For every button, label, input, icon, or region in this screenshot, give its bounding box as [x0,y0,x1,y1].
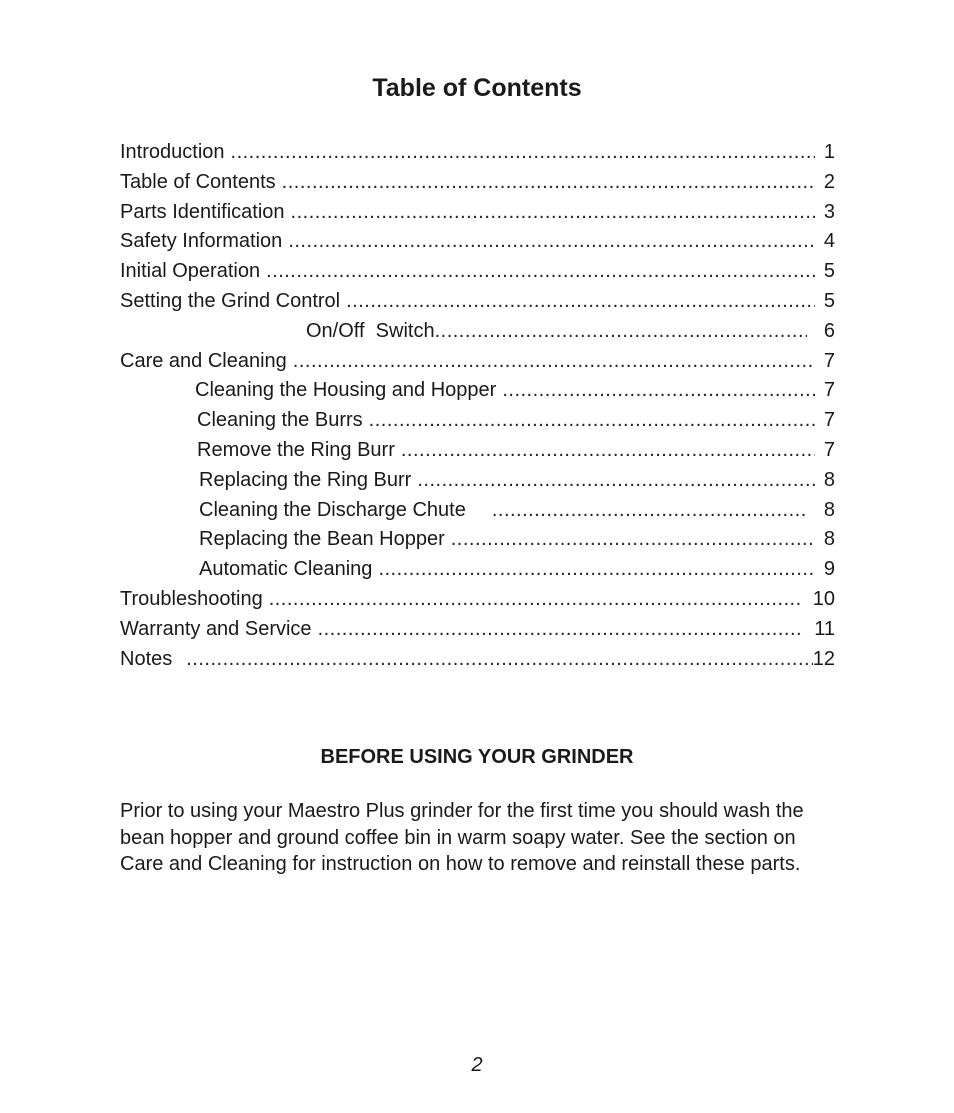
toc-entry-label: Initial Operation [120,260,261,283]
toc-entry-label: Replacing the Ring Burr [199,468,412,491]
toc-entry-label: Parts Identification [120,200,285,223]
toc-entry-page: 6 [823,319,835,342]
toc-entry-initial-operation[interactable] [120,257,835,287]
toc-leader-dots [318,615,805,645]
toc-entry-page: 1 [823,141,835,163]
toc-leader-dots [288,227,815,257]
toc-entry-label: Cleaning the Discharge Chute [199,498,466,521]
toc-entry-label: Replacing the Bean Hopper [199,528,445,551]
toc-entry-page: 10 [812,587,835,610]
toc-entry-replacing-ring-burr[interactable] [120,466,835,496]
toc-entry-page: 7 [823,438,835,461]
toc-entry-page: 8 [823,498,835,521]
toc-entry-label: Table of Contents [120,170,276,193]
toc-entry-label: Care and Cleaning [120,349,287,372]
toc-entry-label: Cleaning the Housing and Hopper [195,379,497,402]
toc-leader-dots [186,645,813,675]
toc-entry-label: Setting the Grind Control [120,289,341,312]
toc-leader-dots [417,466,815,496]
toc-leader-dots [291,198,815,228]
toc-entry-label: Cleaning the Burrs [197,409,363,432]
toc-entry-label: Safety Information [120,230,283,253]
toc-entry-cleaning-housing-hopper[interactable] [120,376,835,406]
toc-entry-warranty-service[interactable] [120,615,835,645]
toc-entry-page: 5 [823,289,835,312]
toc-leader-dots [401,436,815,466]
toc-entry-introduction[interactable] [120,138,835,168]
toc-entry-cleaning-burrs[interactable] [120,406,835,436]
toc-entry-label: Warranty and Service [120,617,312,640]
page-title: Table of Contents [372,74,582,102]
toc-entry-safety-information[interactable] [120,227,835,257]
toc-entry-page: 12 [812,647,835,670]
toc-entry-label: Remove the Ring Burr [197,438,395,461]
section-heading: BEFORE USING YOUR GRINDER [320,746,634,768]
toc-entry-notes[interactable] [120,645,835,675]
toc-entry-page: 3 [823,200,835,223]
toc-entry-care-and-cleaning[interactable] [120,347,835,377]
toc-entry-label: On/Off Switch [306,319,435,342]
toc-entry-page: 7 [823,379,835,402]
toc-leader-dots [269,585,803,615]
toc-leader-dots [293,347,815,377]
toc-entry-troubleshooting[interactable] [120,585,835,615]
toc-leader-dots [369,406,815,436]
toc-leader-dots [266,257,815,287]
toc-leader-dots [435,317,807,347]
toc-leader-dots [231,138,815,168]
toc-entry-page: 4 [823,230,835,253]
toc-entry-table-of-contents[interactable] [120,168,835,198]
page-number: 2 [471,1054,483,1076]
toc-entry-automatic-cleaning[interactable] [120,555,835,585]
table-of-contents [120,138,835,674]
toc-entry-cleaning-discharge-chute[interactable] [120,496,835,526]
toc-entry-label: Notes [120,647,173,670]
toc-entry-page: 9 [823,558,835,581]
toc-entry-page: 5 [823,260,835,283]
toc-leader-dots [492,496,807,526]
toc-entry-remove-ring-burr[interactable] [120,436,835,466]
toc-entry-page: 7 [823,349,835,372]
instruction-paragraph: Prior to using your Maestro Plus grinder for the first time you should wash the bean hopper and ground coffee bin in warm soapy water. See the section on Care and Cleaning for instruction on how to remove and reinstall these parts. [120,800,804,875]
toc-entry-label: Troubleshooting [120,587,263,610]
toc-leader-dots [502,376,815,406]
toc-entry-parts-identification[interactable] [120,198,835,228]
toc-leader-dots [451,525,815,555]
toc-entry-page: 11 [814,617,835,640]
toc-entry-page: 7 [823,409,835,432]
toc-entry-label: Introduction [120,141,225,163]
toc-leader-dots [346,287,815,317]
toc-entry-page: 8 [823,528,835,551]
toc-entry-page: 2 [823,170,835,193]
toc-entry-replacing-bean-hopper[interactable] [120,525,835,555]
toc-leader-dots [282,168,815,198]
toc-entry-on-off-switch[interactable] [120,317,835,347]
toc-entry-setting-grind-control[interactable] [120,287,835,317]
toc-leader-dots [378,555,815,585]
toc-entry-label: Automatic Cleaning [199,558,373,581]
toc-entry-page: 8 [823,468,835,491]
